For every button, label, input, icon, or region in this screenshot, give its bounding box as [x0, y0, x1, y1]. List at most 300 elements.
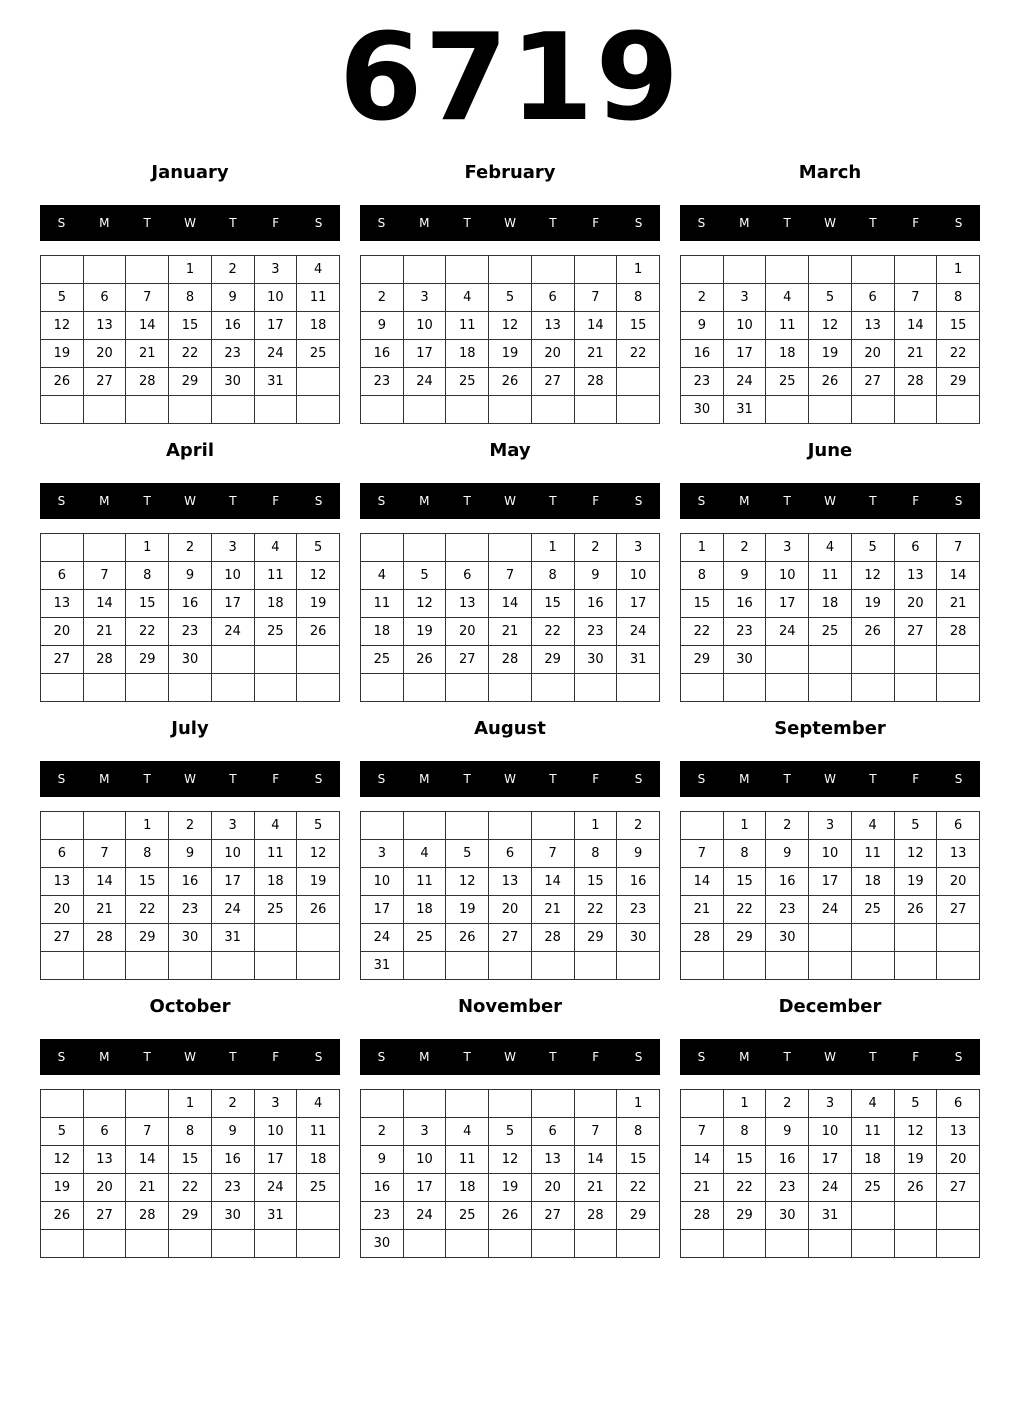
weekday-label: T — [463, 772, 471, 786]
day-cell — [809, 256, 852, 284]
day-cell: 5 — [489, 1118, 532, 1146]
day-cell: 24 — [211, 618, 254, 646]
day-cell: 7 — [489, 562, 532, 590]
day-cell: 4 — [446, 1118, 489, 1146]
day-cell: 21 — [937, 590, 980, 618]
day-cell: 14 — [894, 312, 937, 340]
weekday-label: T — [143, 772, 151, 786]
day-cell: 3 — [403, 284, 446, 312]
week-row — [361, 618, 660, 646]
week-row — [681, 674, 980, 702]
day-cell: 26 — [851, 618, 894, 646]
day-cell — [809, 396, 852, 424]
day-cell — [297, 396, 340, 424]
day-cell: 13 — [851, 312, 894, 340]
day-cell: 14 — [126, 312, 169, 340]
day-cell — [489, 396, 532, 424]
weekday-label: T — [143, 494, 151, 508]
day-cell: 16 — [766, 1146, 809, 1174]
day-cell: 20 — [83, 340, 126, 368]
day-cell: 12 — [41, 312, 84, 340]
day-grid — [360, 255, 660, 424]
day-cell: 1 — [574, 812, 617, 840]
day-cell — [41, 1090, 84, 1118]
day-cell — [126, 674, 169, 702]
day-cell: 15 — [723, 868, 766, 896]
day-cell: 31 — [617, 646, 660, 674]
day-cell — [531, 1230, 574, 1258]
month-april — [40, 436, 340, 706]
week-row — [41, 340, 340, 368]
day-cell: 2 — [169, 812, 212, 840]
day-cell — [766, 256, 809, 284]
day-cell: 15 — [126, 868, 169, 896]
day-cell: 16 — [681, 340, 724, 368]
day-cell: 5 — [894, 1090, 937, 1118]
weekday-label: S — [314, 772, 323, 786]
day-cell: 18 — [766, 340, 809, 368]
day-cell: 1 — [531, 534, 574, 562]
day-cell: 28 — [574, 1202, 617, 1230]
week-row — [361, 674, 660, 702]
weekday-label: T — [869, 772, 877, 786]
day-cell — [83, 1090, 126, 1118]
day-cell: 31 — [254, 368, 297, 396]
day-cell: 26 — [894, 896, 937, 924]
day-grid — [40, 1089, 340, 1258]
weekday-label: S — [634, 772, 643, 786]
weekday-label: M — [419, 216, 430, 230]
day-cell: 10 — [403, 1146, 446, 1174]
day-cell: 22 — [574, 896, 617, 924]
day-cell — [83, 396, 126, 424]
day-grid — [360, 533, 660, 702]
month-name: May — [489, 440, 531, 461]
day-grid — [360, 1089, 660, 1258]
weekday-label: S — [57, 1050, 66, 1064]
day-cell: 21 — [531, 896, 574, 924]
week-row — [361, 1202, 660, 1230]
weekday-label: S — [954, 1050, 963, 1064]
day-cell: 30 — [723, 646, 766, 674]
day-cell: 22 — [937, 340, 980, 368]
day-cell: 15 — [169, 312, 212, 340]
day-cell: 24 — [403, 1202, 446, 1230]
day-cell — [894, 396, 937, 424]
month-name: April — [165, 440, 215, 461]
day-cell: 30 — [617, 924, 660, 952]
day-cell — [851, 952, 894, 980]
day-cell: 23 — [211, 1174, 254, 1202]
day-cell: 6 — [937, 812, 980, 840]
weekday-label: W — [824, 772, 836, 786]
day-cell — [169, 952, 212, 980]
day-cell: 29 — [531, 646, 574, 674]
week-row — [681, 1118, 980, 1146]
week-row — [361, 312, 660, 340]
weekday-label: S — [954, 216, 963, 230]
week-row — [41, 534, 340, 562]
day-cell: 25 — [446, 368, 489, 396]
weekday-label: T — [549, 216, 557, 230]
week-row — [681, 1146, 980, 1174]
weekday-label: T — [549, 494, 557, 508]
day-cell — [851, 924, 894, 952]
weekday-label: S — [697, 1050, 706, 1064]
day-cell — [403, 396, 446, 424]
day-cell: 21 — [681, 1174, 724, 1202]
day-cell — [297, 646, 340, 674]
month-january — [40, 158, 340, 428]
day-cell — [41, 812, 84, 840]
day-cell: 12 — [809, 312, 852, 340]
day-cell: 8 — [937, 284, 980, 312]
weekday-label: F — [272, 494, 280, 508]
day-cell — [169, 674, 212, 702]
day-cell: 14 — [83, 868, 126, 896]
day-cell: 10 — [254, 284, 297, 312]
weekday-label: W — [824, 216, 836, 230]
month-february — [360, 158, 660, 428]
day-cell: 22 — [723, 896, 766, 924]
day-cell — [41, 952, 84, 980]
weekday-label: T — [869, 1050, 877, 1064]
day-cell — [254, 1230, 297, 1258]
day-cell — [723, 1230, 766, 1258]
day-cell: 12 — [489, 1146, 532, 1174]
day-grid — [40, 255, 340, 424]
day-cell — [851, 1230, 894, 1258]
day-cell: 17 — [403, 1174, 446, 1202]
day-cell — [851, 256, 894, 284]
week-row — [41, 896, 340, 924]
day-cell: 15 — [617, 1146, 660, 1174]
day-cell: 1 — [617, 1090, 660, 1118]
weekday-label: M — [739, 1050, 750, 1064]
day-cell: 24 — [766, 618, 809, 646]
week-row — [41, 396, 340, 424]
day-cell — [723, 952, 766, 980]
day-cell: 6 — [489, 840, 532, 868]
month-september — [680, 714, 980, 984]
day-cell: 19 — [297, 868, 340, 896]
weekday-label: M — [99, 494, 110, 508]
day-cell: 16 — [211, 1146, 254, 1174]
day-cell: 8 — [169, 1118, 212, 1146]
day-cell: 8 — [574, 840, 617, 868]
weekday-label: S — [57, 494, 66, 508]
day-cell — [766, 952, 809, 980]
day-cell: 25 — [361, 646, 404, 674]
day-cell: 18 — [361, 618, 404, 646]
day-cell: 26 — [403, 646, 446, 674]
day-cell — [894, 952, 937, 980]
day-cell — [489, 534, 532, 562]
weekday-label: S — [634, 1050, 643, 1064]
day-cell — [83, 534, 126, 562]
day-cell — [617, 396, 660, 424]
week-row — [41, 312, 340, 340]
week-row — [361, 284, 660, 312]
day-cell: 6 — [83, 1118, 126, 1146]
day-cell — [297, 674, 340, 702]
week-row — [681, 1230, 980, 1258]
month-name: June — [807, 440, 853, 461]
day-cell: 5 — [41, 1118, 84, 1146]
day-cell: 25 — [851, 896, 894, 924]
day-cell — [361, 256, 404, 284]
day-cell: 4 — [254, 812, 297, 840]
day-cell: 20 — [531, 340, 574, 368]
day-cell: 18 — [851, 868, 894, 896]
week-row — [41, 840, 340, 868]
day-grid — [680, 811, 980, 980]
day-cell: 4 — [361, 562, 404, 590]
day-cell: 15 — [126, 590, 169, 618]
day-cell: 2 — [766, 812, 809, 840]
day-cell: 26 — [446, 924, 489, 952]
weekday-header — [360, 761, 660, 797]
weekday-header — [360, 1039, 660, 1075]
weekday-label: T — [869, 216, 877, 230]
weekday-label: W — [504, 772, 516, 786]
day-cell: 14 — [681, 868, 724, 896]
day-cell: 5 — [446, 840, 489, 868]
day-cell: 9 — [574, 562, 617, 590]
day-cell: 16 — [617, 868, 660, 896]
weekday-label: S — [377, 772, 386, 786]
day-cell: 20 — [41, 618, 84, 646]
day-cell — [126, 256, 169, 284]
day-cell: 8 — [126, 840, 169, 868]
month-october — [40, 992, 340, 1262]
day-cell: 30 — [169, 646, 212, 674]
weekday-label: F — [272, 772, 280, 786]
day-cell: 27 — [531, 368, 574, 396]
day-cell: 26 — [41, 1202, 84, 1230]
day-cell — [937, 952, 980, 980]
day-cell: 18 — [403, 896, 446, 924]
weekday-label: T — [783, 1050, 791, 1064]
day-cell: 14 — [83, 590, 126, 618]
week-row — [41, 674, 340, 702]
day-cell: 4 — [446, 284, 489, 312]
weekday-header — [40, 1039, 340, 1075]
week-row — [361, 1146, 660, 1174]
day-cell — [809, 924, 852, 952]
day-cell: 18 — [297, 1146, 340, 1174]
week-row — [361, 1090, 660, 1118]
day-cell: 20 — [937, 868, 980, 896]
day-cell: 27 — [937, 1174, 980, 1202]
day-cell: 10 — [617, 562, 660, 590]
day-cell — [894, 646, 937, 674]
day-cell: 11 — [254, 562, 297, 590]
week-row — [361, 924, 660, 952]
day-cell: 6 — [894, 534, 937, 562]
day-cell: 21 — [681, 896, 724, 924]
day-cell — [574, 674, 617, 702]
day-cell: 29 — [126, 646, 169, 674]
day-cell: 5 — [297, 812, 340, 840]
day-cell: 11 — [809, 562, 852, 590]
day-cell: 1 — [617, 256, 660, 284]
day-cell: 13 — [83, 312, 126, 340]
day-cell — [254, 674, 297, 702]
day-cell: 7 — [937, 534, 980, 562]
day-cell: 13 — [937, 840, 980, 868]
weekday-label: T — [143, 1050, 151, 1064]
month-march — [680, 158, 980, 428]
day-cell: 11 — [254, 840, 297, 868]
day-cell: 16 — [211, 312, 254, 340]
day-cell: 13 — [446, 590, 489, 618]
weekday-label: T — [549, 1050, 557, 1064]
day-cell: 19 — [297, 590, 340, 618]
day-cell: 21 — [83, 618, 126, 646]
day-cell: 29 — [617, 1202, 660, 1230]
day-cell: 11 — [297, 1118, 340, 1146]
day-cell: 1 — [126, 812, 169, 840]
weekday-label: S — [314, 1050, 323, 1064]
day-cell: 9 — [361, 312, 404, 340]
weekday-header — [40, 761, 340, 797]
day-cell: 6 — [937, 1090, 980, 1118]
day-cell: 1 — [681, 534, 724, 562]
month-august — [360, 714, 660, 984]
day-cell: 15 — [723, 1146, 766, 1174]
week-row — [41, 368, 340, 396]
day-cell: 11 — [403, 868, 446, 896]
day-cell — [297, 952, 340, 980]
day-cell: 23 — [361, 1202, 404, 1230]
day-cell: 23 — [169, 618, 212, 646]
day-cell: 22 — [723, 1174, 766, 1202]
day-cell: 4 — [851, 812, 894, 840]
day-cell: 14 — [574, 1146, 617, 1174]
day-cell: 8 — [723, 1118, 766, 1146]
day-cell: 17 — [211, 868, 254, 896]
week-row — [361, 340, 660, 368]
weekday-label: F — [592, 772, 600, 786]
day-cell: 13 — [41, 868, 84, 896]
day-cell: 17 — [617, 590, 660, 618]
day-cell: 4 — [766, 284, 809, 312]
day-cell: 21 — [894, 340, 937, 368]
day-cell: 21 — [489, 618, 532, 646]
week-row — [681, 562, 980, 590]
day-cell: 5 — [489, 284, 532, 312]
weekday-label: F — [592, 1050, 600, 1064]
week-row — [681, 284, 980, 312]
day-cell: 8 — [169, 284, 212, 312]
day-cell — [41, 674, 84, 702]
day-cell: 22 — [681, 618, 724, 646]
day-cell: 1 — [723, 812, 766, 840]
day-cell — [403, 534, 446, 562]
day-cell — [574, 1230, 617, 1258]
day-cell — [446, 256, 489, 284]
day-cell: 22 — [169, 340, 212, 368]
day-cell — [41, 1230, 84, 1258]
day-cell: 8 — [617, 1118, 660, 1146]
day-cell: 19 — [489, 1174, 532, 1202]
day-cell: 31 — [723, 396, 766, 424]
day-cell: 8 — [617, 284, 660, 312]
day-cell: 18 — [446, 1174, 489, 1202]
day-cell: 2 — [169, 534, 212, 562]
day-cell: 16 — [361, 340, 404, 368]
weekday-label: T — [463, 1050, 471, 1064]
day-cell: 15 — [681, 590, 724, 618]
day-cell: 16 — [574, 590, 617, 618]
day-cell: 12 — [41, 1146, 84, 1174]
day-cell: 30 — [766, 924, 809, 952]
day-cell: 18 — [254, 590, 297, 618]
week-row — [681, 396, 980, 424]
day-cell — [489, 812, 532, 840]
day-cell: 23 — [617, 896, 660, 924]
month-may — [360, 436, 660, 706]
day-cell: 9 — [681, 312, 724, 340]
day-cell — [681, 952, 724, 980]
day-cell: 13 — [41, 590, 84, 618]
weekday-label: W — [504, 216, 516, 230]
day-cell — [574, 1090, 617, 1118]
day-cell: 6 — [41, 562, 84, 590]
day-cell: 19 — [851, 590, 894, 618]
day-cell: 6 — [531, 1118, 574, 1146]
day-cell — [617, 1230, 660, 1258]
day-cell — [211, 1230, 254, 1258]
day-cell — [83, 952, 126, 980]
day-cell: 27 — [531, 1202, 574, 1230]
day-cell: 11 — [851, 840, 894, 868]
weekday-label: S — [954, 494, 963, 508]
day-cell: 19 — [894, 1146, 937, 1174]
day-cell: 12 — [894, 840, 937, 868]
day-cell: 28 — [83, 924, 126, 952]
day-cell: 28 — [531, 924, 574, 952]
day-cell — [937, 674, 980, 702]
day-cell — [937, 646, 980, 674]
day-cell: 28 — [937, 618, 980, 646]
week-row — [681, 952, 980, 980]
weekday-label: S — [954, 772, 963, 786]
day-cell: 2 — [617, 812, 660, 840]
day-cell: 21 — [574, 340, 617, 368]
day-cell: 17 — [254, 1146, 297, 1174]
weekday-label: F — [912, 216, 920, 230]
week-row — [41, 1230, 340, 1258]
day-cell — [723, 674, 766, 702]
day-cell: 2 — [361, 284, 404, 312]
day-cell — [766, 646, 809, 674]
day-cell: 12 — [297, 840, 340, 868]
day-cell: 2 — [574, 534, 617, 562]
week-row — [361, 562, 660, 590]
day-cell: 9 — [766, 1118, 809, 1146]
day-cell — [531, 674, 574, 702]
day-cell: 8 — [126, 562, 169, 590]
day-cell — [403, 1230, 446, 1258]
day-cell: 29 — [574, 924, 617, 952]
day-cell: 7 — [126, 284, 169, 312]
day-cell: 21 — [126, 340, 169, 368]
weekday-label: T — [229, 494, 237, 508]
week-row — [361, 1230, 660, 1258]
day-cell: 5 — [851, 534, 894, 562]
